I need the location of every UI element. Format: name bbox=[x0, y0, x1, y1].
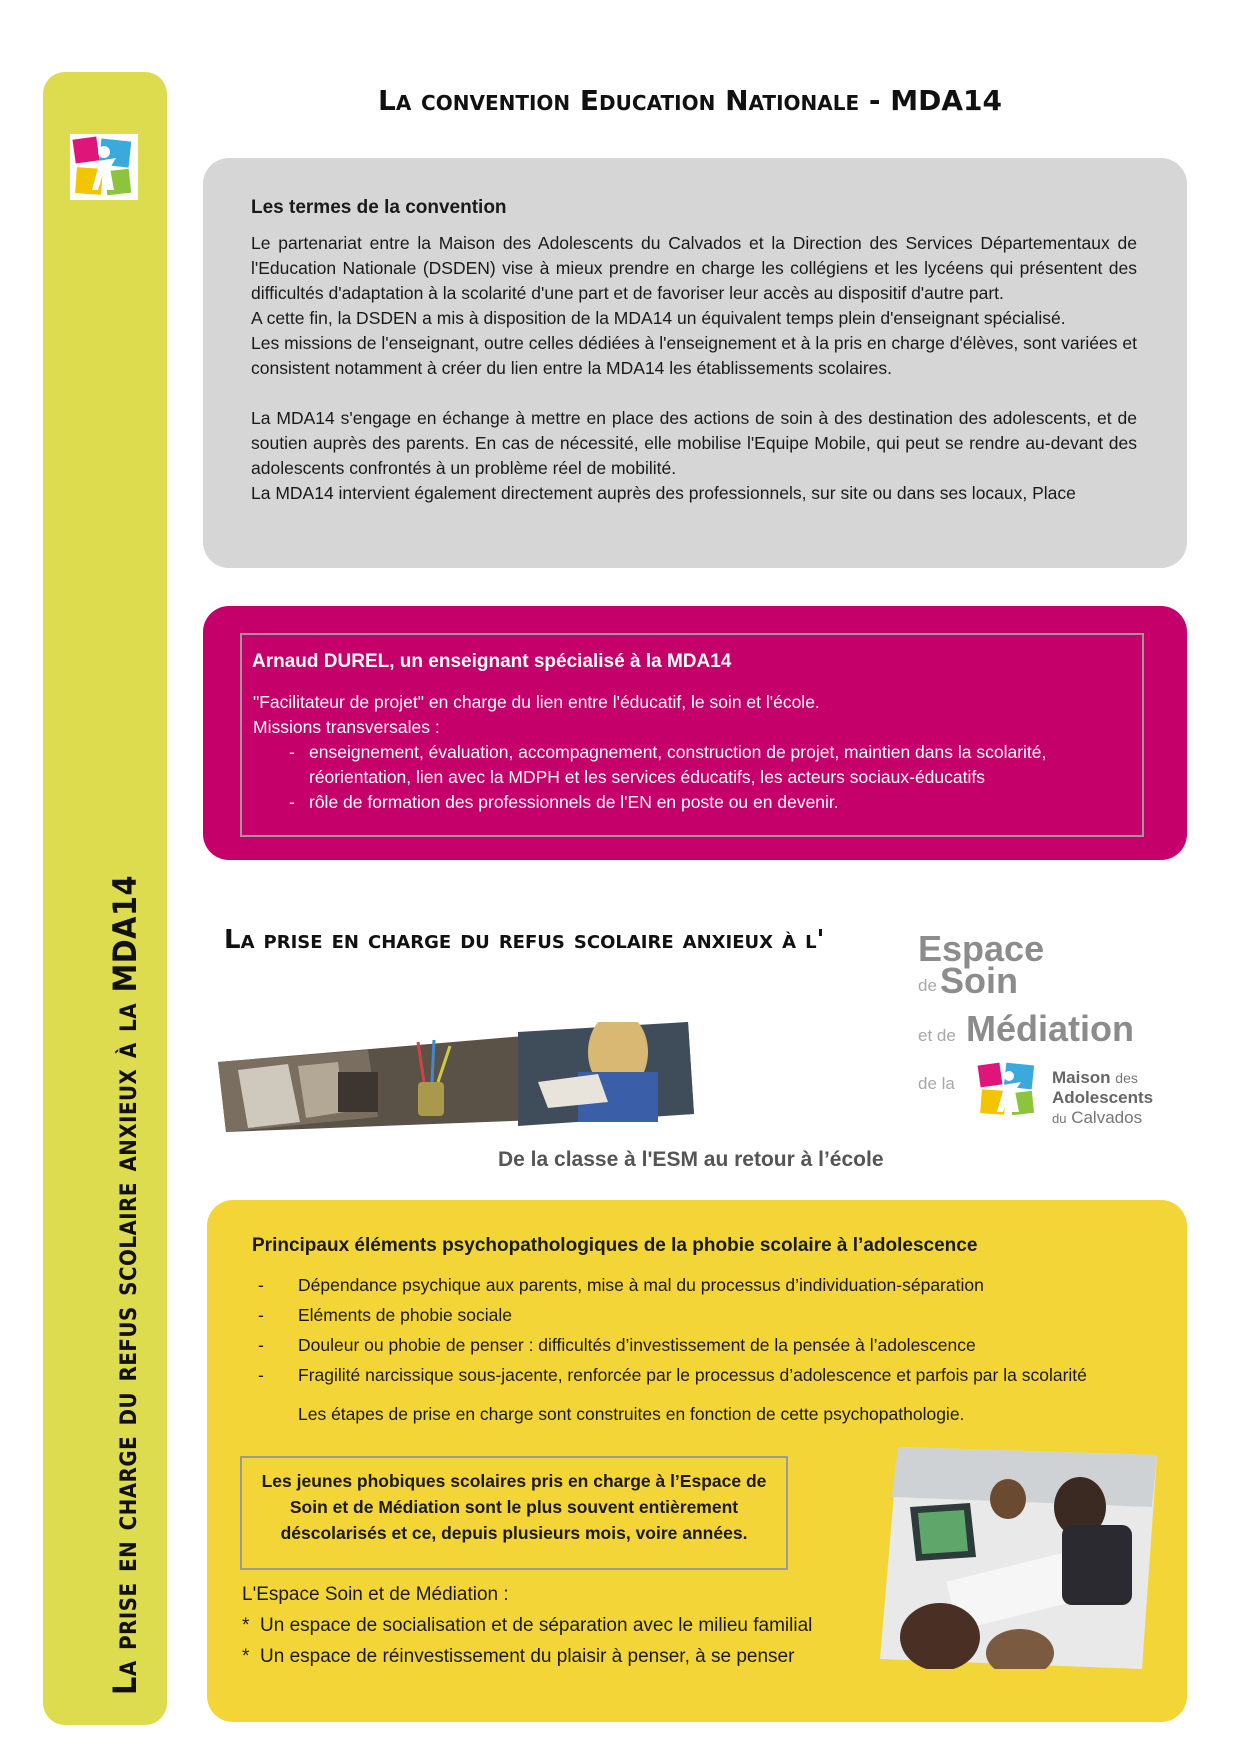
teacher-missions-label: Missions transversales : bbox=[253, 717, 440, 737]
esm-de: de bbox=[918, 976, 937, 995]
convention-paragraph: La MDA14 s'engage en échange à mettre en place des actions de soin à des destination des adolescents, et de soutien auprès des parents. En cas de nécessité, elle mobilise l'Equipe Mobile, qui peut se rendre au-devant des adolescents confrontés à un problème réel de mobilité. bbox=[251, 408, 1137, 478]
esm-list bbox=[242, 1580, 882, 1672]
mission-list bbox=[253, 740, 1133, 815]
psychopathology-note: Les étapes de prise en charge sont construites en fonction de cette psychopathologie. bbox=[298, 1404, 965, 1424]
art-class-photo bbox=[218, 1022, 694, 1132]
mda-wordmark bbox=[1052, 1068, 1153, 1129]
esm-de-la: de la bbox=[918, 1074, 955, 1093]
convention-title: Les termes de la convention bbox=[251, 197, 507, 218]
mda-calvados: Calvados bbox=[1071, 1108, 1143, 1127]
convention-body bbox=[251, 231, 1137, 506]
esm-espace: Espace bbox=[918, 928, 1045, 969]
mda-du: du bbox=[1052, 1111, 1067, 1126]
dropout-text: Les jeunes phobiques scolaires pris en charge à l’Espace de Soin et de Médiation sont le plus souvent entièrement déscolarisés et ce, depuis plusieurs mois, voire années. bbox=[261, 1471, 767, 1543]
list-item: - Fragilité narcissique sous-jacente, renforcée par le processus d’adolescence et parfois par la scolarité bbox=[254, 1360, 1154, 1390]
consultation-photo bbox=[880, 1447, 1157, 1669]
teacher-title: Arnaud DUREL, un enseignant spécialisé à la MDA14 bbox=[252, 651, 732, 672]
list-item: - Dépendance psychique aux parents, mise à mal du processus d’individuation-séparation bbox=[254, 1270, 1154, 1300]
mda-maison: Maison bbox=[1052, 1068, 1111, 1087]
list-item: * Un espace de réinvestissement du plaisir à penser, à se penser bbox=[242, 1641, 882, 1672]
teacher-role: "Facilitateur de projet" en charge du lien entre l'éducatif, le soin et l'école. bbox=[253, 692, 820, 712]
convention-paragraph: La MDA14 intervient également directement auprès des professionnels, sur site ou dans ses locaux, Place bbox=[251, 483, 1076, 503]
teacher-body bbox=[253, 690, 1133, 815]
convention-paragraph: A cette fin, la DSDEN a mis à disposition de la MDA14 un équivalent temps plein d'enseignant spécialisé. bbox=[251, 308, 1066, 328]
mission-item: - rôle de formation des professionnels de l'EN en poste ou en devenir. bbox=[253, 790, 1133, 815]
convention-paragraph: Le partenariat entre la Maison des Adolescents du Calvados et la Direction des Services Départementaux de l'Education Nationale (DSDEN) vise à mieux prendre en charge les collégiens et les lycéens qui présentent des difficultés d'adaptation à la scolarité d'une part et de favoriser leur accès au dispositif d'autre part. bbox=[251, 233, 1137, 303]
mda-des: des bbox=[1115, 1070, 1138, 1086]
esm-et-de: et de bbox=[918, 1026, 956, 1045]
mission-item: - enseignement, évaluation, accompagnement, construction de projet, maintien dans la scolarité, réorientation, lien avec la MDPH et les services éducatifs, les acteurs sociaux-éducatifs bbox=[253, 740, 1133, 790]
esm-list-title: L'Espace Soin et de Médiation : bbox=[242, 1584, 509, 1605]
esm-mediation: Médiation bbox=[966, 1008, 1134, 1049]
mda-logo-icon bbox=[70, 134, 138, 200]
photo-caption: De la classe à l'ESM au retour à l’école bbox=[498, 1148, 884, 1171]
psychopathology-list bbox=[254, 1270, 1154, 1390]
psychopathology-title: Principaux éléments psychopathologiques de la phobie scolaire à l’adolescence bbox=[252, 1235, 978, 1256]
mda-logo-small-icon bbox=[975, 1060, 1045, 1120]
mda-adolescents: Adolescents bbox=[1052, 1088, 1154, 1107]
convention-paragraph: Les missions de l'enseignant, outre celles dédiées à l'enseignement et à la pris en charge d'élèves, sont variées et consistent notamment à créer du lien entre la MDA14 les établissements scolaires. bbox=[251, 333, 1137, 378]
list-item: * Un espace de socialisation et de séparation avec le milieu familial bbox=[242, 1610, 882, 1641]
esm-soin: Soin bbox=[940, 960, 1018, 1001]
sidebar-title: La prise en charge du refus scolaire anxieux à la MDA14 bbox=[106, 874, 144, 1695]
list-item: - Eléments de phobie sociale bbox=[254, 1300, 1154, 1330]
page-title: La convention Education Nationale - MDA14 bbox=[377, 84, 1002, 117]
section-heading: La prise en charge du refus scolaire anxieux à l' bbox=[224, 925, 825, 955]
list-item: - Douleur ou phobie de penser : difficultés d’investissement de la pensée à l’adolescence bbox=[254, 1330, 1154, 1360]
